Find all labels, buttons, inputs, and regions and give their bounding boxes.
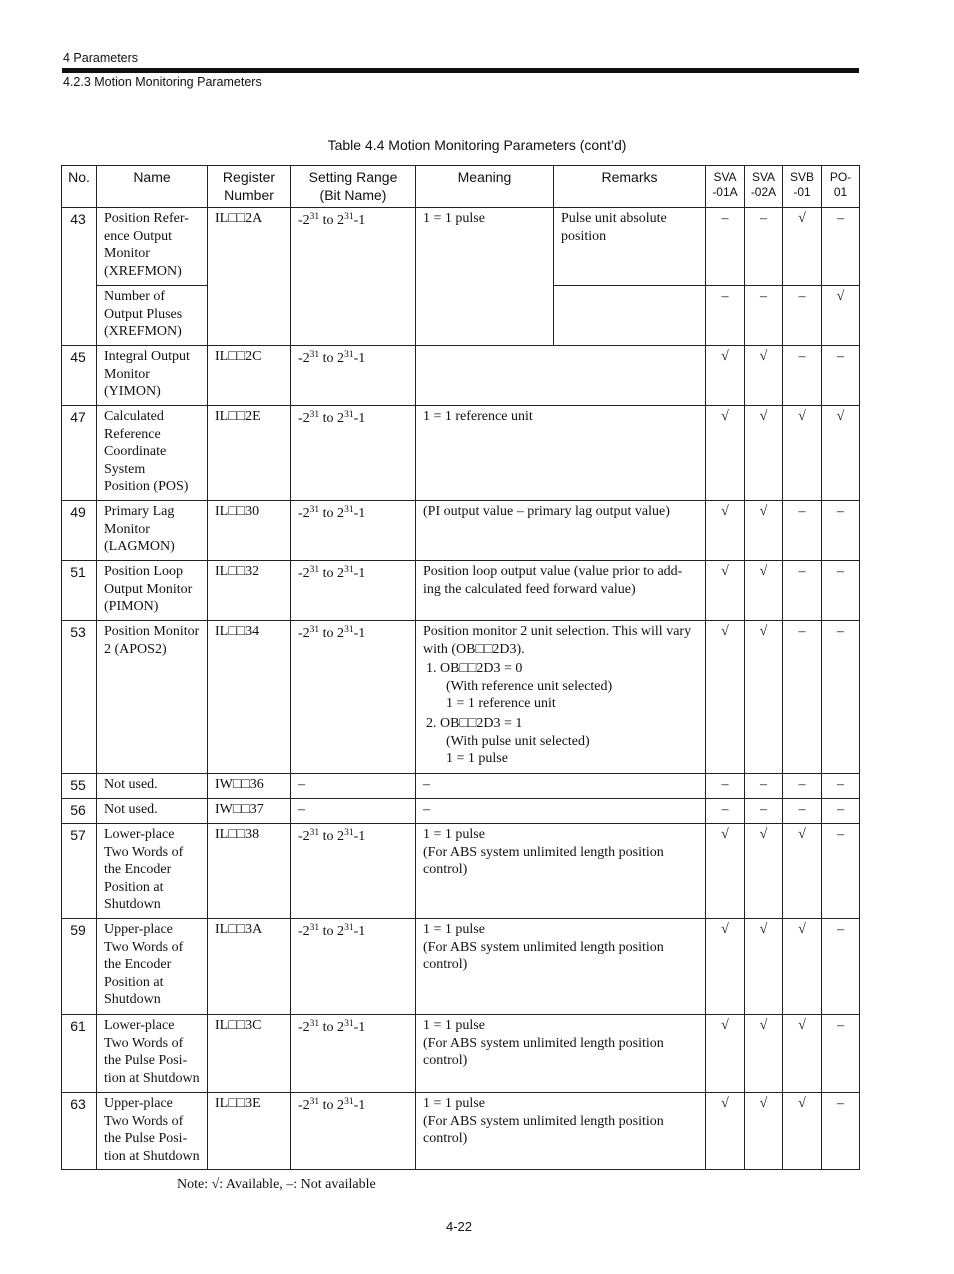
section-header: 4.2.3 Motion Monitoring Parameters: [63, 75, 262, 89]
range-base: -2: [298, 626, 310, 641]
cell-no: 63: [62, 1093, 97, 1170]
range-base: -2: [298, 411, 310, 426]
table-row: [62, 1015, 860, 1093]
cell-register: IW□□36: [208, 774, 291, 799]
page-number: 4-22: [445, 1219, 473, 1234]
cell-svb01: –: [783, 799, 822, 824]
cell-range: [291, 561, 416, 621]
cell-sva02a: √: [745, 1093, 783, 1170]
range-base: -2: [298, 351, 310, 366]
cell-sva02a: √: [745, 919, 783, 1015]
cell-po01: –: [822, 501, 860, 561]
cell-no: 59: [62, 919, 97, 1015]
cell-range: [291, 406, 416, 501]
range-exponent: 31: [344, 505, 354, 515]
cell-no: 55: [62, 774, 97, 799]
cell-svb01: √: [783, 406, 822, 501]
cell-register: IW□□37: [208, 799, 291, 824]
col-header-no: No.: [62, 166, 97, 208]
cell-sva01a: √: [706, 621, 745, 774]
cell-po01: –: [822, 919, 860, 1015]
meaning-intro: Position monitor 2 unit selection. This will vary with (OB□□2D3).: [423, 624, 692, 657]
table-row: [62, 406, 860, 501]
cell-svb01: √: [783, 1015, 822, 1093]
range-exponent: 31: [309, 350, 320, 360]
cell-sva02a: √: [745, 1015, 783, 1093]
table-row: [62, 346, 860, 406]
cell-register: IL□□3C: [208, 1015, 291, 1093]
cell-po01: –: [822, 1015, 860, 1093]
table-title: Table 4.4 Motion Monitoring Parameters (cont’d): [327, 137, 627, 153]
range-base: -2: [298, 213, 310, 228]
cell-svb01: √: [783, 919, 822, 1015]
range-exponent: 31: [344, 625, 354, 635]
table-row: [62, 561, 860, 621]
range-exponent: 31: [309, 212, 320, 222]
range-exponent: 31: [309, 828, 320, 838]
range-tail: -1: [353, 351, 366, 366]
col-header-sva02a: SVA -02A: [745, 166, 783, 208]
cell-sva02a: √: [745, 346, 783, 406]
cell-sva02a: √: [745, 621, 783, 774]
cell-meaning: [416, 799, 706, 824]
range-tail: -1: [353, 829, 366, 844]
cell-meaning: [416, 208, 554, 346]
cell-sva02a: –: [745, 286, 783, 346]
cell-sva01a: √: [706, 406, 745, 501]
range-base: -2: [298, 1020, 310, 1035]
parameters-table: [61, 165, 860, 1170]
cell-meaning: [416, 346, 706, 406]
cell-sva01a: √: [706, 1015, 745, 1093]
cell-po01: –: [822, 774, 860, 799]
range-mid: to 2: [319, 626, 345, 641]
cell-register: IL□□38: [208, 824, 291, 919]
cell-po01: –: [822, 561, 860, 621]
cell-range: [291, 346, 416, 406]
table-row: [62, 1093, 860, 1170]
table-row: [62, 208, 860, 286]
cell-sva02a: –: [745, 208, 783, 286]
cell-sva01a: √: [706, 1093, 745, 1170]
range-mid: to 2: [319, 924, 345, 939]
col-header-sva01a: SVA -01A: [706, 166, 745, 208]
table-row: [62, 799, 860, 824]
meaning-text: Position loop output value (value prior to add- ing the calculated feed forward value): [423, 564, 683, 597]
cell-sva02a: √: [745, 561, 783, 621]
col-header-remarks: Remarks: [554, 166, 706, 208]
cell-name: Lower-place Two Words of the Pulse Posi- tion at Shutdown: [97, 1015, 208, 1093]
range-tail: -1: [353, 924, 366, 939]
cell-no: 47: [62, 406, 97, 501]
cell-name: Position Loop Output Monitor (PIMON): [97, 561, 208, 621]
range-exponent: 31: [309, 565, 320, 575]
cell-po01: –: [822, 824, 860, 919]
cell-meaning: [416, 824, 706, 919]
cell-svb01: –: [783, 501, 822, 561]
cell-no: 51: [62, 561, 97, 621]
cell-range: [291, 919, 416, 1015]
chapter-header: 4 Parameters: [63, 51, 139, 65]
cell-register: IL□□2C: [208, 346, 291, 406]
range-tail: -1: [353, 566, 366, 581]
cell-meaning: [416, 501, 706, 561]
cell-svb01: –: [783, 286, 822, 346]
meaning-text: 1 = 1 pulse (For ABS system unlimited length position control): [423, 827, 664, 878]
meaning-list-item: 2. OB□□2D3 = 1 (With pulse unit selected) 1 = 1 pulse: [426, 715, 590, 767]
cell-range: –: [291, 774, 416, 799]
range-exponent: 31: [344, 212, 354, 222]
table-row: [62, 621, 860, 774]
cell-svb01: –: [783, 561, 822, 621]
cell-range: –: [291, 799, 416, 824]
cell-svb01: –: [783, 774, 822, 799]
cell-name: Position Monitor 2 (APOS2): [97, 621, 208, 774]
col-header-svb01: SVB -01: [783, 166, 822, 208]
cell-sva02a: √: [745, 824, 783, 919]
meaning-text: 1 = 1 pulse (For ABS system unlimited length position control): [423, 1096, 664, 1147]
range-exponent: 31: [309, 923, 320, 933]
range-exponent: 31: [309, 1019, 320, 1029]
meaning-text: –: [423, 777, 430, 792]
range-exponent: 31: [344, 410, 354, 420]
cell-name: Upper-place Two Words of the Encoder Position at Shutdown: [97, 919, 208, 1015]
cell-no: 56: [62, 799, 97, 824]
range-mid: to 2: [319, 411, 345, 426]
cell-sva01a: –: [706, 799, 745, 824]
cell-register: IL□□2E: [208, 406, 291, 501]
cell-name: Upper-place Two Words of the Pulse Posi- tion at Shutdown: [97, 1093, 208, 1170]
cell-name: Not used.: [97, 774, 208, 799]
table-row: [62, 919, 860, 1015]
cell-range: [291, 208, 416, 346]
cell-range: [291, 1093, 416, 1170]
cell-sva02a: –: [745, 774, 783, 799]
range-tail: -1: [353, 213, 366, 228]
table-row: [62, 824, 860, 919]
cell-name: Not used.: [97, 799, 208, 824]
range-base: -2: [298, 506, 310, 521]
cell-register: IL□□3E: [208, 1093, 291, 1170]
cell-po01: –: [822, 799, 860, 824]
range-base: -2: [298, 566, 310, 581]
range-exponent: 31: [344, 350, 354, 360]
cell-register: IL□□30: [208, 501, 291, 561]
cell-po01: –: [822, 1093, 860, 1170]
header-rule: [62, 68, 859, 73]
cell-sva02a: √: [745, 406, 783, 501]
range-mid: to 2: [319, 506, 345, 521]
range-exponent: 31: [309, 1097, 320, 1107]
cell-name: Integral Output Monitor (YIMON): [97, 346, 208, 406]
range-exponent: 31: [309, 505, 320, 515]
cell-name: Primary Lag Monitor (LAGMON): [97, 501, 208, 561]
cell-sva01a: √: [706, 561, 745, 621]
cell-no: 43: [62, 208, 97, 346]
range-tail: -1: [353, 1020, 366, 1035]
range-base: -2: [298, 829, 310, 844]
col-header-name: Name: [97, 166, 208, 208]
cell-range: [291, 824, 416, 919]
cell-sva01a: –: [706, 208, 745, 286]
cell-meaning: [416, 919, 706, 1015]
range-exponent: 31: [344, 828, 354, 838]
cell-svb01: √: [783, 1093, 822, 1170]
cell-meaning: [416, 1093, 706, 1170]
cell-no: 57: [62, 824, 97, 919]
cell-remarks: Pulse unit absolute position: [554, 208, 706, 286]
cell-remarks: [554, 286, 706, 346]
meaning-text: 1 = 1 reference unit: [423, 409, 533, 424]
cell-sva02a: –: [745, 799, 783, 824]
range-tail: -1: [353, 1098, 366, 1113]
table-row: [62, 501, 860, 561]
range-mid: to 2: [319, 829, 345, 844]
cell-register: IL□□3A: [208, 919, 291, 1015]
col-header-range: Setting Range (Bit Name): [291, 166, 416, 208]
cell-no: 61: [62, 1015, 97, 1093]
range-tail: -1: [353, 626, 366, 641]
cell-name: Number of Output Pluses (XREFMON): [97, 286, 208, 346]
range-mid: to 2: [319, 566, 345, 581]
cell-register: IL□□34: [208, 621, 291, 774]
cell-meaning: [416, 561, 706, 621]
cell-po01: √: [822, 286, 860, 346]
meaning-text: 1 = 1 pulse: [423, 211, 485, 226]
cell-po01: –: [822, 621, 860, 774]
cell-no: 45: [62, 346, 97, 406]
range-exponent: 31: [344, 1097, 354, 1107]
cell-po01: –: [822, 346, 860, 406]
cell-svb01: –: [783, 621, 822, 774]
cell-sva01a: √: [706, 824, 745, 919]
cell-register: IL□□32: [208, 561, 291, 621]
cell-meaning: [416, 774, 706, 799]
cell-no: 53: [62, 621, 97, 774]
cell-svb01: √: [783, 824, 822, 919]
meaning-text: (PI output value – primary lag output value): [423, 504, 670, 519]
cell-no: 49: [62, 501, 97, 561]
cell-sva01a: √: [706, 501, 745, 561]
range-tail: -1: [353, 411, 366, 426]
table-row: [62, 774, 860, 799]
cell-range: [291, 501, 416, 561]
range-tail: -1: [353, 506, 366, 521]
range-exponent: 31: [344, 1019, 354, 1029]
cell-svb01: –: [783, 346, 822, 406]
range-mid: to 2: [319, 1020, 345, 1035]
range-base: -2: [298, 1098, 310, 1113]
meaning-text: –: [423, 802, 430, 817]
cell-sva01a: –: [706, 774, 745, 799]
range-mid: to 2: [319, 213, 345, 228]
cell-sva01a: √: [706, 346, 745, 406]
header-row: [62, 166, 860, 208]
cell-meaning: [416, 621, 706, 774]
cell-name: Calculated Reference Coordinate System Position (POS): [97, 406, 208, 501]
cell-range: [291, 621, 416, 774]
cell-sva01a: √: [706, 919, 745, 1015]
meaning-list: [423, 660, 703, 768]
cell-register: IL□□2A: [208, 208, 291, 346]
meaning-text: 1 = 1 pulse (For ABS system unlimited length position control): [423, 922, 664, 973]
meaning-text: 1 = 1 pulse (For ABS system unlimited length position control): [423, 1018, 664, 1069]
cell-name: Lower-place Two Words of the Encoder Position at Shutdown: [97, 824, 208, 919]
range-exponent: 31: [344, 565, 354, 575]
cell-meaning: [416, 1015, 706, 1093]
range-exponent: 31: [344, 923, 354, 933]
cell-meaning: [416, 406, 706, 501]
cell-name: Position Refer- ence Output Monitor (XREFMON): [97, 208, 208, 286]
cell-po01: –: [822, 208, 860, 286]
cell-svb01: √: [783, 208, 822, 286]
range-exponent: 31: [309, 625, 320, 635]
range-base: -2: [298, 924, 310, 939]
col-header-po01: PO- 01: [822, 166, 860, 208]
cell-range: [291, 1015, 416, 1093]
cell-sva01a: –: [706, 286, 745, 346]
col-header-register: Register Number: [208, 166, 291, 208]
meaning-list-item: 1. OB□□2D3 = 0 (With reference unit selected) 1 = 1 reference unit: [426, 661, 613, 712]
table-note: Note: √: Available, –: Not available: [177, 1177, 376, 1192]
range-exponent: 31: [309, 410, 320, 420]
cell-sva02a: √: [745, 501, 783, 561]
cell-po01: √: [822, 406, 860, 501]
range-mid: to 2: [319, 351, 345, 366]
range-mid: to 2: [319, 1098, 345, 1113]
col-header-meaning: Meaning: [416, 166, 554, 208]
